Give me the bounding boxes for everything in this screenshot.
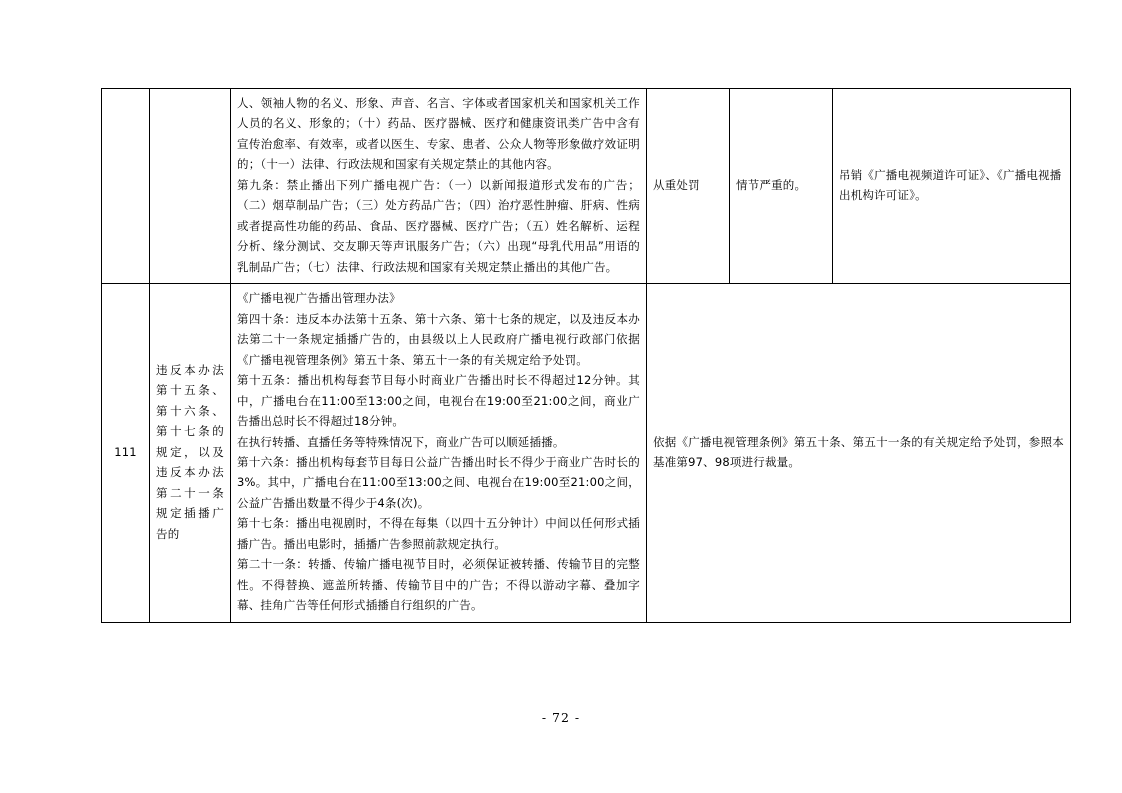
row-body-cell [231, 284, 647, 623]
body-paragraph: 第四十条：违反本办法第十五条、第十六条、第十七条的规定，以及违反本办法第二十一条规定插播广告的，由县级以上人民政府广播电视行政部门依据《广播电视管理条例》第五十条、第五十一条的有关规定给予处罚。 [237, 311, 640, 367]
row-result-cell: 吊销《广播电视频道许可证》、《广播电视播出机构许可证》。 [833, 89, 1071, 284]
row-merged-result-cell: 依据《广播电视管理条例》第五十条、第五十一条的有关规定给予处罚，参照本基准第97、98项进行裁量。 [647, 284, 1071, 623]
body-paragraph: 第十七条：播出电视剧时，不得在每集（以四十五分钟计）中间以任何形式插播广告。播出电影时，插播广告参照前款规定执行。 [237, 516, 640, 551]
row-body-cell [231, 89, 647, 284]
body-paragraph: 第十五条：播出机构每套节目每小时商业广告播出时长不得超过12分钟。其中，广播电台在11:00至13:00之间，电视台在19:00至21:00之间，商业广告播出总时长不得超过18分钟。 [237, 373, 640, 429]
row-item-cell: 违反本办法第十五条、第十六条、第十七条的规定，以及违反本办法第二十一条规定插播广告的 [150, 284, 231, 623]
row-item-cell [150, 89, 231, 284]
body-paragraph: 第十六条：播出机构每套节目每日公益广告播出时长不得少于商业广告时长的3%。其中，广播电台在11:00至13:00之间、电视台在19:00至21:00之间，公益广告播出数量不得少于4条(次)。 [237, 454, 640, 510]
row-condition-cell: 情节严重的。 [730, 89, 833, 284]
row-penalty-type-cell: 从重处罚 [647, 89, 730, 284]
page-number: - 72 - [541, 710, 581, 725]
body-paragraph: 在执行转播、直播任务等特殊情况下，商业广告可以顺延插播。 [237, 434, 565, 449]
row-number-cell [102, 89, 150, 284]
body-paragraph: 第二十一条：转播、传输广播电视节目时，必须保证被转播、传输节目的完整性。不得替换、遮盖所转播、传输节目中的广告；不得以游动字幕、叠加字幕、挂角广告等任何形式插播自行组织的广告。 [237, 557, 640, 613]
table-row [102, 89, 1071, 284]
regulation-table [101, 88, 1071, 623]
body-paragraph: 人、领袖人物的名义、形象、声音、名言、字体或者国家机关和国家机关工作人员的名义、形象的；（十）药品、医疗器械、医疗和健康资讯类广告中含有宣传治愈率、有效率，或者以医生、专家、患者、公众人物等形象做疗效证明的；（十一）法律、行政法规和国家有关规定禁止的其他内容。 [237, 96, 640, 172]
body-paragraph: 《广播电视广告播出管理办法》 [237, 291, 401, 306]
row-number-cell: 111 [102, 284, 150, 623]
body-paragraph: 第九条：禁止播出下列广播电视广告：（一）以新闻报道形式发布的广告；（二）烟草制品广告；（三）处方药品广告；（四）治疗恶性肿瘤、肝病、性病或者提高性功能的药品、食品、医疗器械、医疗广告；（五）姓名解析、运程分析、缘分测试、交友聊天等声讯服务广告；（六）出现“母乳代用品”用语的乳制品广告；（七）法律、行政法规和国家有关规定禁止播出的其他广告。 [237, 177, 640, 274]
table-row [102, 284, 1071, 623]
